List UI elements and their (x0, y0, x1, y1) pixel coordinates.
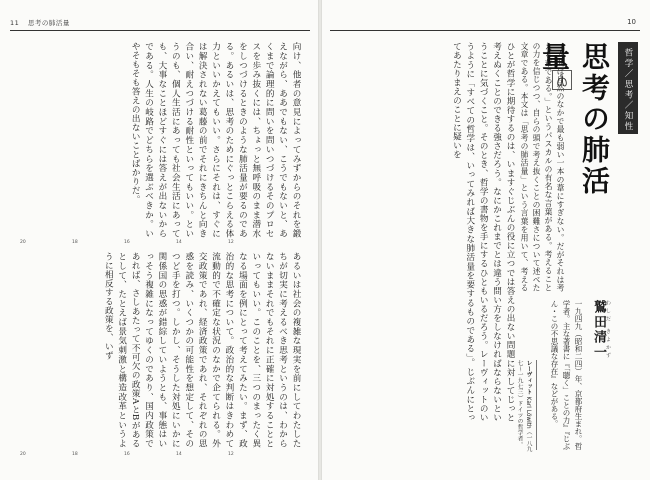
gloss-rule (536, 360, 537, 450)
line-folio: 18 (72, 452, 78, 457)
left-running-title: 思考の肺活量 (27, 19, 70, 27)
left-header-rule (10, 30, 310, 31)
left-body-tier-2: あるいは社会の複雑な現実を前にしてわたしたちが切実に考えるべき思考というのは、わからないままそれでもそれに正確に対処することといってもいい。このことを、三つのまったく異なる場面を例にとって考えてみたい。まず、政治的な思考について。政治的な判断はきわめて流動的で不確定な状況のなかで企てられる。外交政策であれ、経済政策であれ、それぞれの思惑を読み、いくつかの可能性を想定して、そのつど手を打つ。しかし、そうした対処にいかに関係国の思惑が錯綜していようとも、事態はいっそう複雑になってゆくのであり、国内政策であれば、さしあたって不可欠の政策AとBがあるとして、たとえば景気刺激と構造改革というように相反する政策を、いず (103, 252, 301, 448)
line-folio: 12 (228, 240, 234, 245)
left-page-number: 11 (10, 19, 20, 27)
left-body-tier-1: 向け、他者の意見によってみずからのそれを鍛えながら、ああでもない、こうでもないと、あくまで論理的に問いを問いつづけるそのプロセスを歩み抜くには、ちょっと無呼吸のまま潜水をしつづけるときのような肺活量が要るのである。あるいは、思考のためにぐっとこらえる体力といいかえてもいい。さらにそれは、すぐには解決されない葛藤の前でそれにきちんと向き合い、耐えつづける耐性といってもいい。というのも、個人生活にあっても社会生活にあっても、大事なことほどすぐには答えが出ないからである。人生の岐路でどちらを選ぶべきか。いやそもそも答えの出ないことばかりだ。 (130, 42, 301, 238)
category-band: 哲学／思考／知性 (618, 42, 638, 134)
line-folio: 12 (228, 452, 234, 457)
author-name: 鷲田清一 (591, 300, 606, 360)
right-page-number: 10 (627, 18, 636, 26)
line-folio: 14 (176, 452, 182, 457)
line-folio: 18 (72, 240, 78, 245)
author-bio: 一九四九（昭和二四）年、京都府生まれ。哲学者。主な著書に『「聴く」ことの力』『じぶん・この不思議な存在』などがある。 (550, 300, 583, 450)
right-header-rule (330, 30, 640, 31)
right-page (322, 0, 650, 480)
left-page (0, 0, 318, 480)
gloss-text: Karl Löwith（一八九七〜一九七三）ドイツの哲学者。 (516, 360, 531, 452)
gloss-term: レーヴィット (525, 360, 531, 395)
lead-text: 「人間は自然のなかで最も弱い一本の葦にすぎない。だがそれは考える葦である。」というパスカルの有名な言葉がある。考えることの力を信じつつ、自らの頭で考え抜くことの困難さについて述べた文章である。本文は「思考の肺活量」という言葉を用いて、考える (520, 42, 565, 292)
left-running-head (10, 18, 70, 27)
line-folio: 20 (20, 240, 26, 245)
line-folio: 16 (124, 240, 130, 245)
margin-gloss (492, 360, 532, 460)
author-ruby: わしだ きよかず (605, 300, 611, 361)
line-folio: 14 (176, 240, 182, 245)
line-folio: 20 (20, 452, 26, 457)
lung-icon (552, 70, 572, 90)
line-folio: 16 (124, 452, 130, 457)
right-body-text: ひとが哲学に期待するのは、いますぐじぶんの役に立つでは答えの出ない問題に対してじっと考えぬくことのできる強さだろう。なにかこれまでとは違う問い方をしなければならないということに気づくこと。そのとき、哲学の書物を手にするひともいるだろう。レーヴィットのいうように「すべての哲学は、いってみれば大きな肺活量を要するものである」。じぶんにとってあたりまえのことに疑いを (451, 42, 515, 422)
article-title: 思考の肺活量 (538, 42, 611, 197)
